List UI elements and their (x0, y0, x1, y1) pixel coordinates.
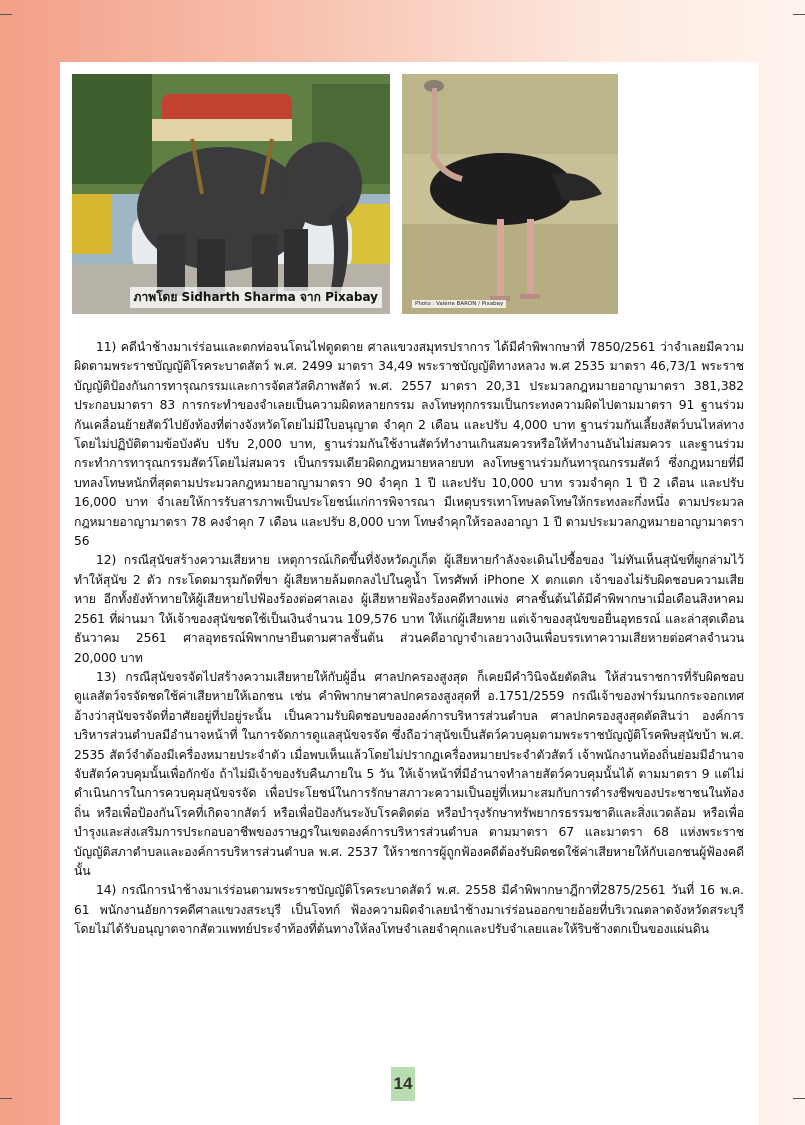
page-content (60, 62, 758, 1125)
elephant-illustration (72, 74, 390, 314)
ostrich-illustration (402, 74, 618, 314)
crop-mark-top-right (793, 14, 805, 27)
crop-mark-bottom-left (0, 1098, 12, 1111)
ostrich-photo-caption: Photo : Valérie BARON / Pixabay (412, 300, 506, 308)
paragraph-12: 12) กรณีสุนัขสร้างความเสียหาย เหตุการณ์เกิดขึ้นที่จังหวัดภูเก็ต ผู้เสียหายกำลังจะเดินไปซื้อของ ไม่ทันเห็นสุนัขที่ผูกล่ามไว้ ทำให้สุนัข 2 ตัว กระโดดมารุมกัดที่ขา ผู้เสียหายล้มตกลงไปในคูน้ำ โทรศัพท์ iPhone X ตกแตก เจ้าของไม่รับผิดชอบความเสียหาย อีกทั้งยังท้าทายให้ผู้เสียหายไปฟ้องร้องต่อศาลเอง ผู้เสียหายฟ้องร้องคดีทางแพ่ง ศาลชั้นต้นได้มีคำพิพากษาเมื่อเดือนสิงหาคม 2561 ที่ผ่านมา ให้เจ้าของสุนัขชดใช้เป็นเงินจำนวน 109,576 บาท ให้แก่ผู้เสียหาย แต่เจ้าของสุนัขขอยื่นอุทธรณ์ และล่าสุดเดือนธันวาคม 2561 ศาลอุทธรณ์พิพากษายืนตามศาลชั้นต้น ส่วนคดีอาญาจำเลยวางเงินเพื่อบรรเทาความเสียหายต่อศาลจำนวน 20,000 บาท (74, 553, 744, 665)
ostrich-photo (402, 74, 618, 314)
page-number: 14 (391, 1067, 415, 1101)
crop-mark-top-left (0, 14, 12, 27)
paragraph-14: 14) กรณีการนำช้างมาเร่ร่อนตามพระราชบัญญัติโรคระบาดสัตว์ พ.ศ. 2558 มีคำพิพากษาฎีกาที่2875/2561 วันที่ 16 พ.ค. 61 พนักงานอัยการคดีศาลแขวงสระบุรี เป็นโจทก์ ฟ้องความผิดจำเลยนำช้างมาเร่ร่อนออกขายอ้อยที่บริเวณตลาดจังหวัดสระบุรีโดยไม่ได้รับอนุญาตจากสัตวแพทย์ประจำท้องที่ต้นทางให้ลงโทษจำเลยจำคุกและปรับจำเลยและให้ริบช้างตกเป็นของแผ่นดิน (74, 883, 744, 937)
elephant-photo (72, 74, 390, 314)
crop-mark-bottom-right (793, 1098, 805, 1111)
paragraph-11: 11) คดีนำช้างมาเร่ร่อนและตกท่อจนโดนไฟดูดตาย ศาลแขวงสมุทรปราการ ได้มีคำพิพากษาที่ 7850/2561 ว่าจำเลยมีความผิดตามพระราชบัญญัติโรคระบาดสัตว์ พ.ศ. 2499 มาตรา 34,49 พระราชบัญญัติทางหลวง พ.ศ 2535 มาตรา 46,73/1 พระราชบัญญัติป้องกันการทารุณกรรมและการจัดสวัสดิภาพสัตว์ พ.ศ. 2557 มาตรา 20,31 ประมวลกฎหมายอาญามาตรา 381,382 ประกอบมาตรา 83 การกระทำของจำเลยเป็นความผิดหลายกรรม ลงโทษทุกกรรมเป็นกระทงความผิดไปตามมาตรา 91 ฐานร่วมกันเคลื่อนย้ายสัตว์ไปยังท้องที่ต่างจังหวัดโดยไม่มีใบอนุญาต จำคุก 2 เดือน และปรับ 4,000 บาท ฐานร่วมกันเลี้ยงสัตว์บนไหล่ทางโดยไม่ปฏิบัติตามข้อบังคับ ปรับ 2,000 บาท, ฐานร่วมกันใช้งานสัตว์ทำงานเกินสมควรหรือให้ทำงานอันไม่สมควร และฐานร่วมกระทำการทารุณกรรมสัตว์โดยไม่สมควร เป็นกรรมเดียวผิดกฎหมายหลายบท ลงโทษฐานร่วมกันทารุณกรรมสัตว์ ซึ่งกฎหมายที่มีบทลงโทษหนักที่สุดตามประมวลกฎหมายอาญามาตรา 90 จำคุก 1 ปี และปรับ 10,000 บาท รวมจำคุก 1 ปี 2 เดือน และปรับ 16,000 บาท จำเลยให้การรับสารภาพเป็นประโยชน์แก่การพิจารณา มีเหตุบรรเทาโทษลดโทษให้กระทงละกึ่งหนึ่ง ตามประมวลกฎหมายอาญามาตรา 78 คงจำคุก 7 เดือน และปรับ 8,000 บาท โทษจำคุกให้รอลงอาญา 1 ปี ตามประมวลกฎหมายอาญามาตรา 56 (74, 340, 744, 549)
paragraph-13: 13) กรณีสุนัขจรจัดไปสร้างความเสียหายให้กับผู้อื่น ศาลปกครองสูงสุด ก็เคยมีคำวินิจฉัยตัดสิน ให้ส่วนราชการที่รับผิดชอบดูแลสัตว์จรจัดชดใช้ค่าเสียหายให้เอกชน เช่น คำพิพากษาศาลปกครองสูงสุดที่ อ.1751/2559 กรณีเจ้าของฟาร์มนกกระจอกเทศ อ้างว่าสุนัขจรจัดที่อาศัยอยู่ที่ปอยู่ระนั้น เป็นความรับผิดชอบขององค์การบริหารส่วนตำบล ศาลปกครองสูงสุดตัดสินว่า องค์การบริหารส่วนตำบลมีอำนาจหน้าที่ ในการจัดการดูแลสุนัขจรจัด ซึ่งถือว่าสุนัขเป็นสัตว์ควบคุมตามพระราชบัญญัติโรคพิษสุนัขบ้า พ.ศ. 2535 สัตว์จำต้องมีเครื่องหมายประจำตัว เมื่อพบเห็นแล้วโดยไม่ปรากฏเครื่องหมายประจำตัวสัตว์ เจ้าพนักงานท้องถิ่นย่อมมีอำนาจจับสัตว์ควบคุมนั้นเพื่อกักขัง ถ้าไม่มีเจ้าของรับคืนภายใน 5 วัน ให้เจ้าหน้าที่มีอำนาจทำลายสัตว์ควบคุมนั้นได้ ตามมาตรา 9 แต่ไม่ดำเนินการในการควบคุมสุนัขจรจัด เพื่อประโยชน์ในการรักษาสภาวะความเป็นอยู่ที่เหมาะสมกับการดำรงชีพของประชาชนในท้องถิ่น หรือเพื่อป้องกันโรคที่เกิดจากสัตว์ หรือเพื่อป้องกันระงับโรคติดต่อ หรือบำรุงรักษาทรัพยากรธรรมชาติและสิ่งแวดล้อม หรือเพื่อบำรุงและส่งเสริมการประกอบอาชีพของราษฎรในเขตองค์การบริหารส่วนตำบล ตามมาตรา 67 และมาตรา 68 แห่งพระราชบัญญัติสภาตำบลและองค์การบริหารส่วนตำบล พ.ศ. 2537 ให้ราชการผู้ถูกฟ้องคดีต้องรับผิดชดใช้ค่าเสียหายให้กับเอกชนผู้ฟ้องคดีนั้น (74, 669, 744, 878)
body-text (74, 338, 744, 940)
elephant-photo-caption: ภาพโดย Sidharth Sharma จาก Pixabay (130, 287, 382, 308)
